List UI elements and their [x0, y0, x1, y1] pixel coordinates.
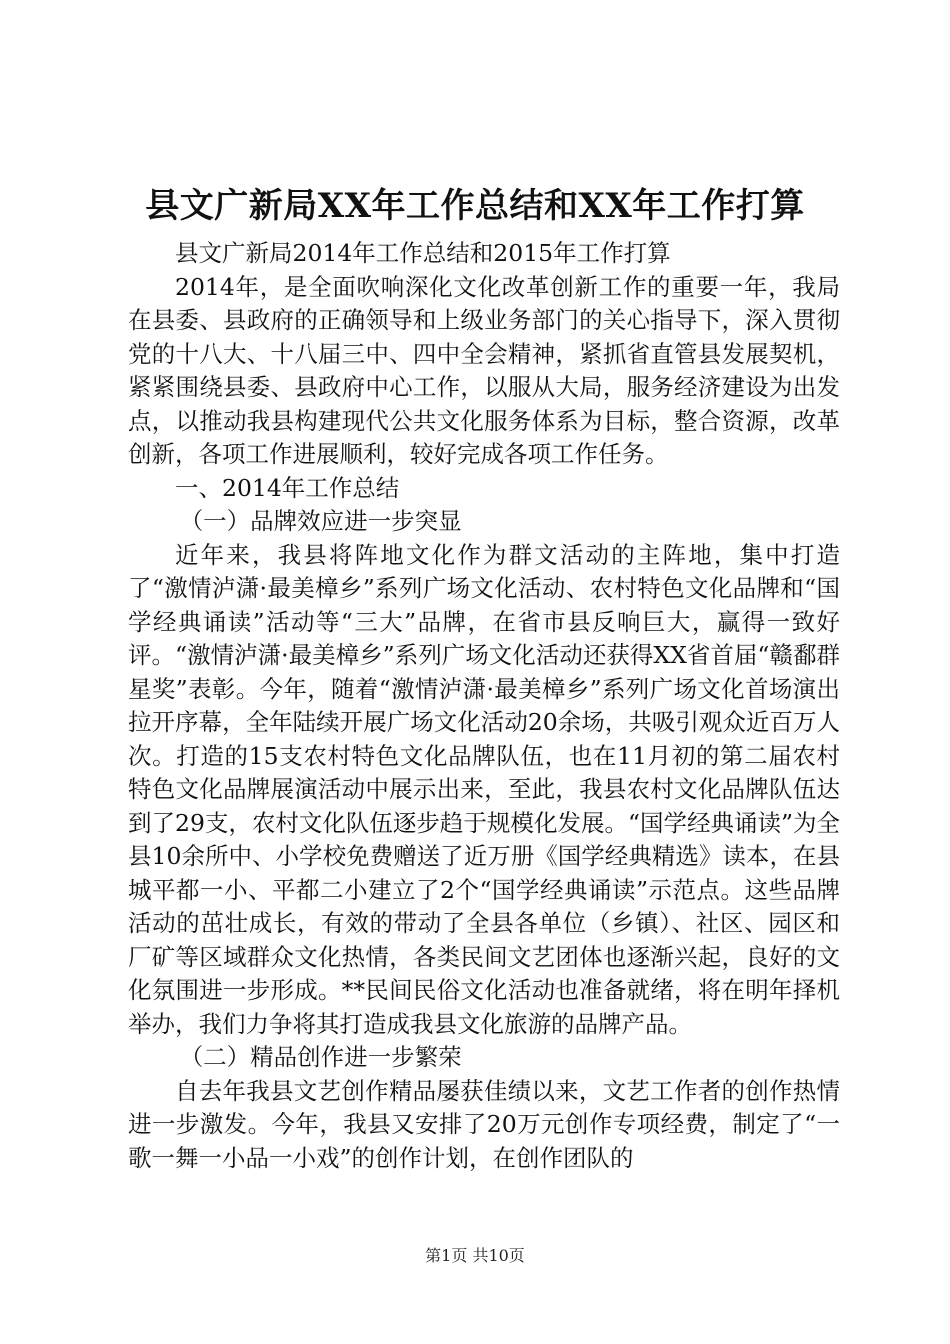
- subsection-heading-2: （二）精品创作进一步繁荣: [179, 1043, 462, 1071]
- page-footer: 第1页 共10页: [425, 1246, 525, 1265]
- subsection-heading-1: （一）品牌效应进一步突显: [179, 507, 462, 535]
- intro-paragraph: 2014年，是全面吹响深化文化改革创新工作的重要一年，我局在县委、县政府的正确领导和上级业务部门的关心指导下，深入贯彻党的十八大、十八届三中、四中全会精神，紧抓省直管县发展契机，紧紧围绕县委、县政府中心工作，以服从大局，服务经济建设为出发点，以推动我县构建现代公共文化服务体系为目标，整合资源，改革创新，各项工作进展顺利，较好完成各项工作任务。: [128, 272, 840, 468]
- document-body: [128, 237, 840, 1175]
- section-heading: 一、2014年工作总结: [175, 473, 400, 502]
- creation-paragraph: 自去年我县文艺创作精品屡获佳绩以来，文艺工作者的创作热情进一步激发。今年，我县又安排了20万元创作专项经费，制定了“一歌一舞一小品一小戏”的创作计划，在创作团队的: [128, 1076, 840, 1172]
- document-title: 县文广新局XX年工作总结和XX年工作打算: [145, 186, 805, 226]
- subtitle-paragraph: 县文广新局2014年工作总结和2015年工作打算: [175, 239, 671, 267]
- brand-effect-paragraph: 近年来，我县将阵地文化作为群文活动的主阵地，集中打造了“激情泸潇·最美樟乡”系列广场文化活动、农村特色文化品牌和“国学经典诵读”活动等“三大”品牌，在省市县反响巨大，赢得一致好评。“激情泸潇·最美樟乡”系列广场文化活动还获得XX省首届“赣鄱群星奖”表彰。今年，随着“激情泸潇·最美樟乡”系列广场文化首场演出拉开序幕，全年陆续开展广场文化活动20余场，共吸引观众近百万人次。打造的15支农村特色文化品牌队伍，也在11月初的第二届农村特色文化品牌展演活动中展示出来，至此，我县农村文化品牌队伍达到了29支，农村文化队伍逐步趋于规模化发展。“国学经典诵读”为全县10余所中、小学校免费赠送了近万册《国学经典精选》读本，在县城平都一小、平都二小建立了2个“国学经典诵读”示范点。这些品牌活动的茁壮成长，有效的带动了全县各单位（乡镇）、社区、园区和厂矿等区域群众文化热情，各类民间文艺团体也逐渐兴起，良好的文化氛围进一步形成。**民间民俗文化活动也准备就绪，将在明年择机举办，我们力争将其打造成我县文化旅游的品牌产品。: [128, 540, 840, 1038]
